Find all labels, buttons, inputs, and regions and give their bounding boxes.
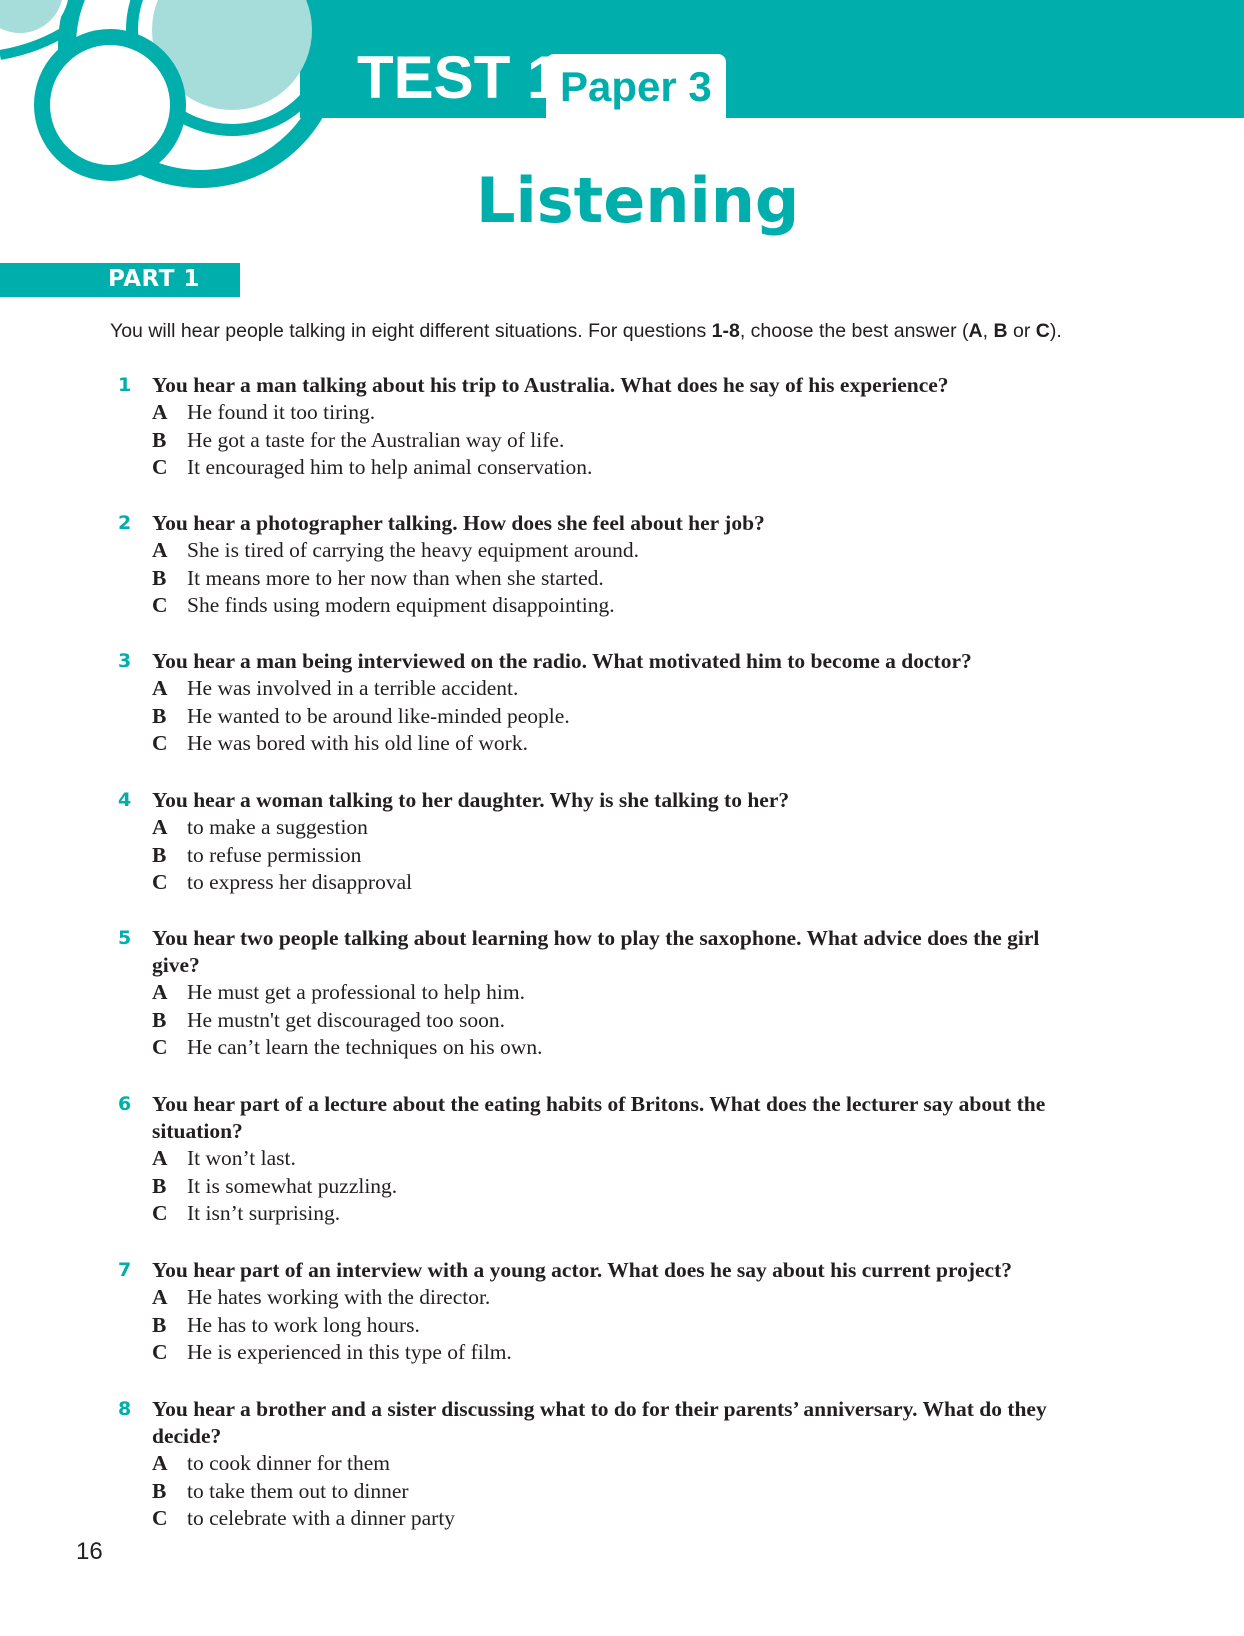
section-title: Listening [476, 164, 800, 237]
option-c [152, 1339, 512, 1367]
instructions-text: , choose the best answer ( [739, 320, 969, 342]
option-text: He must get a professional to help him. [187, 980, 525, 1004]
option-letter: B [152, 427, 167, 452]
instructions [110, 322, 1062, 342]
option-letter: C [152, 1340, 168, 1365]
instructions-letter: B [993, 320, 1008, 342]
paper-label: Paper 3 [560, 63, 712, 110]
question-text: You hear a brother and a sister discussing what to do for their parents’ anniversary. What do they decide? [152, 1397, 1047, 1448]
option-text: He can’t learn the techniques on his own. [187, 1035, 543, 1060]
option-text: It means more to her now than when she started. [187, 565, 604, 590]
option-text: to make a suggestion [187, 815, 368, 839]
option-letter: A [152, 815, 168, 839]
option-letter: B [152, 703, 167, 728]
option-letter: C [152, 1506, 168, 1531]
option-b [152, 1312, 512, 1340]
question-number: 3 [118, 650, 132, 672]
option-c [152, 869, 412, 897]
option-letter: C [152, 1201, 168, 1226]
option-b [152, 842, 412, 870]
option-text: He mustn't get discouraged too soon. [187, 1007, 505, 1032]
option-text: to take them out to dinner [187, 1478, 409, 1503]
instructions-range: 1-8 [711, 320, 740, 342]
option-a [152, 675, 570, 703]
option-text: to celebrate with a dinner party [187, 1506, 456, 1531]
instructions-letter: A [968, 320, 983, 342]
option-letter: C [152, 455, 168, 480]
option-text: He hates working with the director. [187, 1285, 491, 1309]
option-a [152, 814, 412, 842]
options-list [152, 1284, 512, 1367]
option-text: It is somewhat puzzling. [187, 1173, 398, 1198]
header-circle-left [42, 37, 178, 173]
option-letter: A [152, 1285, 168, 1309]
option-b [152, 1173, 397, 1201]
option-b [152, 427, 592, 455]
page-number: 16 [76, 1538, 103, 1565]
option-letter: A [152, 538, 168, 562]
option-a [152, 537, 639, 565]
option-letter: B [152, 1478, 167, 1503]
option-text: She is tired of carrying the heavy equipment around. [187, 538, 639, 562]
option-c [152, 1034, 542, 1062]
option-text: He was bored with his old line of work. [187, 731, 528, 756]
option-text: to express her disapproval [187, 870, 413, 895]
option-text: He found it too tiring. [187, 400, 376, 424]
header-circle-small [0, 0, 66, 36]
option-letter: C [152, 731, 168, 756]
option-letter: C [152, 870, 168, 895]
option-text: He got a taste for the Australian way of life. [187, 427, 565, 452]
option-c [152, 592, 639, 620]
question-number: 8 [118, 1398, 132, 1420]
instructions-text: or [1007, 320, 1036, 342]
option-text: to refuse permission [187, 842, 362, 867]
option-letter: B [152, 1312, 167, 1337]
option-text: It won’t last. [187, 1146, 296, 1170]
instructions-text: , [982, 320, 994, 342]
option-a [152, 1284, 512, 1312]
question-number: 1 [118, 374, 132, 396]
question-number: 5 [118, 927, 132, 949]
option-text: It encouraged him to help animal conservation. [187, 455, 593, 480]
option-text: He was involved in a terrible accident. [187, 676, 519, 700]
option-b [152, 565, 639, 593]
instructions-letter: C [1035, 320, 1050, 342]
options-list [152, 814, 412, 897]
question-text: You hear two people talking about learning how to play the saxophone. What advice does the girl give? [152, 926, 1040, 977]
question-text: You hear a man talking about his trip to Australia. What does he say of his experience? [152, 373, 949, 397]
option-letter: A [152, 400, 168, 424]
options-list [152, 979, 542, 1062]
option-b [152, 1478, 455, 1506]
question-text: You hear a man being interviewed on the radio. What motivated him to become a doctor? [152, 649, 972, 673]
question-text: You hear part of an interview with a young actor. What does he say about his current project? [152, 1258, 1013, 1282]
question-number: 2 [118, 512, 132, 534]
options-list [152, 537, 639, 620]
option-c [152, 730, 570, 758]
instructions-text: You will hear people talking in eight different situations. For questions [110, 320, 712, 342]
option-a [152, 1450, 455, 1478]
option-text: He has to work long hours. [187, 1312, 420, 1337]
option-a [152, 979, 542, 1007]
option-c [152, 1200, 397, 1228]
option-c [152, 454, 592, 482]
test-title: TEST 1 [357, 44, 561, 111]
option-text: He is experienced in this type of film. [187, 1340, 512, 1365]
question-number: 6 [118, 1093, 132, 1115]
option-letter: B [152, 1007, 167, 1032]
option-letter: A [152, 1146, 168, 1170]
option-letter: B [152, 565, 167, 590]
option-letter: B [152, 842, 167, 867]
option-letter: A [152, 980, 168, 1004]
option-letter: B [152, 1173, 167, 1198]
option-b [152, 703, 570, 731]
option-letter: C [152, 593, 168, 618]
options-list [152, 399, 592, 482]
question-text: You hear part of a lecture about the eating habits of Britons. What does the lecturer say about the situation? [152, 1092, 1046, 1143]
option-a [152, 1145, 397, 1173]
question-text: You hear a photographer talking. How does she feel about her job? [152, 511, 765, 535]
option-a [152, 399, 592, 427]
option-text: It isn’t surprising. [187, 1201, 341, 1226]
part-label: PART 1 [108, 266, 200, 292]
question-number: 4 [118, 789, 132, 811]
option-text: to cook dinner for them [187, 1451, 391, 1475]
instructions-text: ). [1049, 320, 1062, 342]
question-number: 7 [118, 1259, 132, 1281]
option-c [152, 1505, 455, 1533]
options-list [152, 1450, 455, 1533]
option-text: She finds using modern equipment disappointing. [187, 593, 615, 618]
options-list [152, 1145, 397, 1228]
question-text: You hear a woman talking to her daughter. Why is she talking to her? [152, 788, 790, 812]
options-list [152, 675, 570, 758]
option-letter: A [152, 1451, 168, 1475]
option-text: He wanted to be around like-minded people. [187, 703, 570, 728]
option-letter: C [152, 1035, 168, 1060]
option-b [152, 1007, 542, 1035]
option-letter: A [152, 676, 168, 700]
